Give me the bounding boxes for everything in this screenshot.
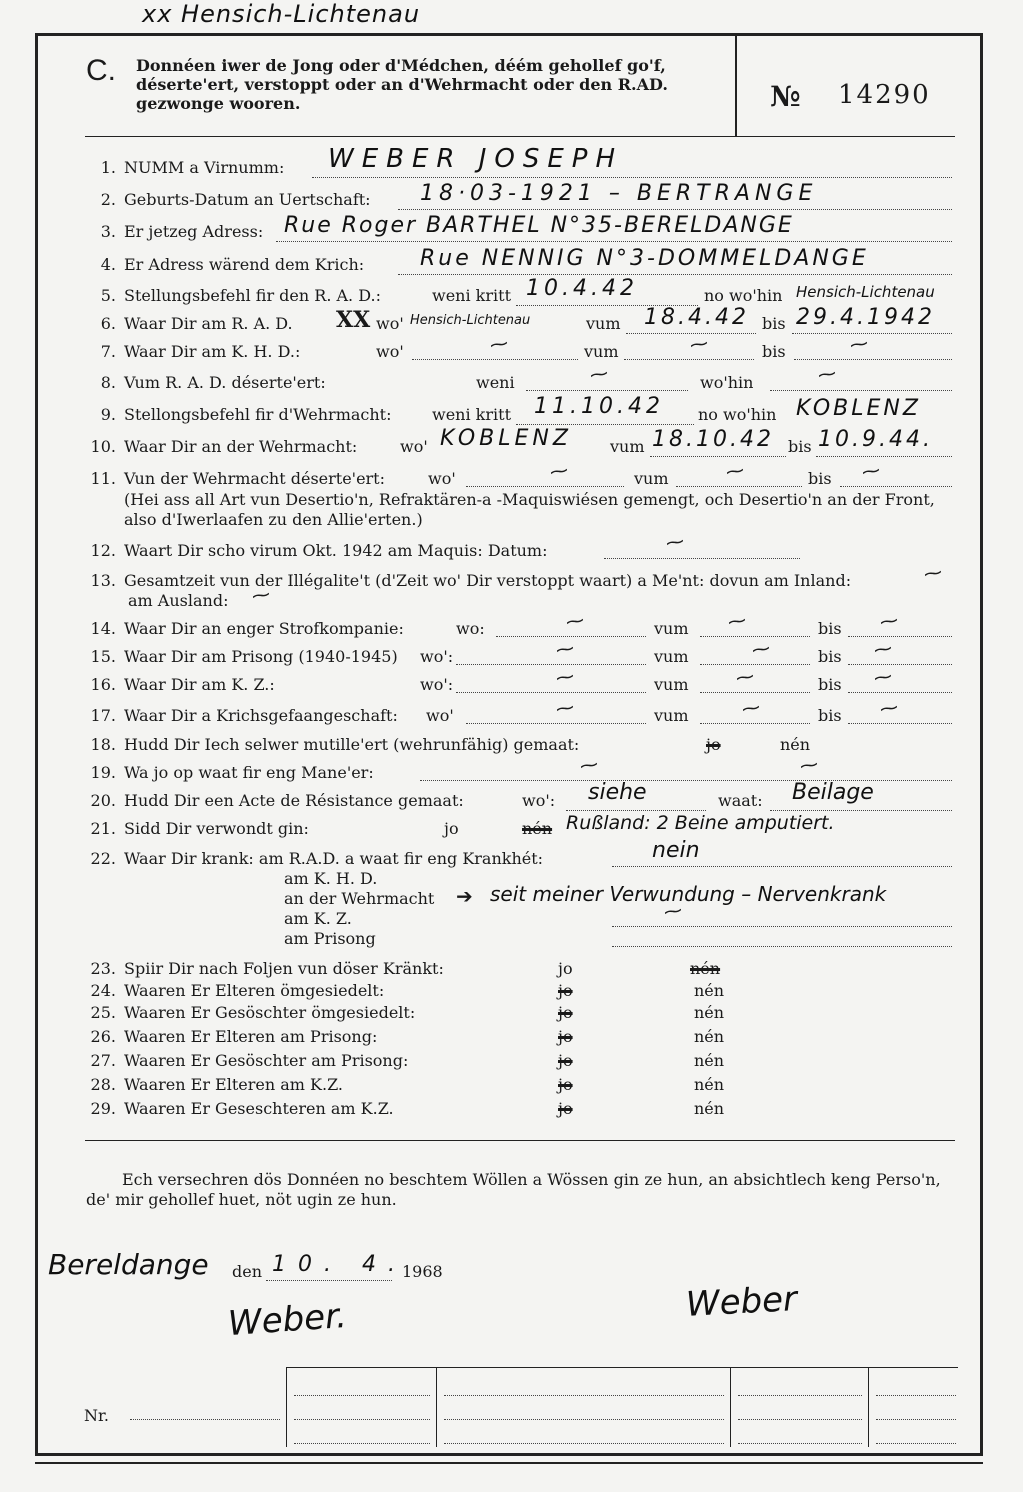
table-top — [286, 1367, 958, 1368]
field-number: 8. — [100, 373, 116, 392]
field-label: Vun der Wehrmacht déserte'ert: — [124, 469, 385, 488]
section-title: Donnéen iwer de Jong oder d'Médchen, déém gehollef go'f, déserte'ert, verstoppt oder an d'Wehrmacht oder den R.AD. gezwonge wooren. — [136, 56, 668, 113]
field-label: Geburts-Datum an Uertschaft: — [124, 190, 371, 209]
fill-line — [816, 456, 952, 457]
field-label: Hudd Dir Iech selwer mutille'ert (wehrunfähig) gemaat: — [124, 735, 580, 754]
vum-label: vum — [634, 469, 669, 488]
field-number: 25. — [90, 1003, 116, 1022]
field-label: Spiir Dir nach Foljen vun döser Kränkt: — [124, 959, 444, 978]
dash-mark: ⁓ — [664, 530, 686, 555]
dash-mark: ⁓ — [872, 665, 894, 690]
table-col — [868, 1367, 869, 1447]
field-label: Waar Dir an enger Strofkompanie: — [124, 619, 404, 638]
fill-line — [876, 1443, 956, 1444]
field-number: 22. — [90, 849, 116, 868]
fill-line — [770, 390, 952, 391]
field-label: Er Adress wärend dem Krich: — [124, 255, 365, 274]
fill-line — [738, 1443, 862, 1444]
fill-line — [456, 692, 646, 693]
field-label: Sidd Dir verwondt gin: — [124, 819, 309, 838]
field-number: 6. — [100, 314, 116, 333]
field-number: 4. — [100, 255, 116, 274]
fill-line — [516, 424, 694, 425]
field-label: Waar Dir am R. A. D. — [124, 314, 293, 333]
field-number: 10. — [90, 437, 116, 456]
fill-line — [700, 723, 810, 724]
vum-label: vum — [654, 675, 689, 694]
fill-line — [794, 359, 952, 360]
field-number: 24. — [90, 981, 116, 1000]
field-number: 12. — [90, 541, 116, 560]
fill-line — [444, 1395, 724, 1396]
field-label: Gesamtzeit vun der Illégalite't (d'Zeit wo' Dir verstoppt waart) a Me'nt: dovun am Inland: — [124, 571, 852, 590]
field-label: Er jetzeg Adress: — [124, 222, 264, 241]
dash-mark: ⁓ — [816, 362, 838, 387]
field-number: 13. — [90, 571, 116, 590]
bis-label: bis — [818, 647, 842, 666]
declaration-text: Ech versechren dös Donnéen no beschtem Wöllen a Wössen gin ze hun, an absichtlech keng Perso'n, de' mir gehollef huet, nöt ugin ze hun. — [86, 1170, 941, 1209]
field-label: Stellongsbefehl fir d'Wehrmacht: — [124, 405, 392, 424]
siblings-resettled-nen[interactable]: nén — [694, 1003, 725, 1022]
vum-label: vum — [654, 647, 689, 666]
fill-line — [566, 810, 706, 811]
field-label: Waar Dir am K. Z.: — [124, 675, 275, 694]
sub-wehrmacht-label: an der Wehrmacht — [284, 889, 435, 908]
fill-line — [444, 1419, 724, 1420]
wehrmacht-place[interactable]: KOBLENZ — [440, 426, 572, 451]
vum-label: vum — [584, 342, 619, 361]
field-number: 11. — [90, 469, 116, 488]
dash-mark: ⁓ — [554, 696, 576, 721]
resistance-place[interactable]: siehe — [588, 780, 647, 805]
wehrmacht-order-place[interactable]: KOBLENZ — [796, 396, 921, 421]
wo-label: wo': — [522, 791, 556, 810]
field-number: 3. — [100, 222, 116, 241]
field-label: Waaren Er Elteren ömgesiedelt: — [124, 981, 385, 1000]
bis-label: bis — [818, 675, 842, 694]
arrow-icon: ➔ — [456, 884, 473, 908]
fill-line — [266, 1280, 392, 1281]
wo-label: wo': — [420, 647, 454, 666]
dash-mark: ⁓ — [878, 609, 900, 634]
self-mutilation-jo[interactable]: jo — [706, 735, 721, 754]
dash-mark: ⁓ — [588, 362, 610, 387]
field-number: 17. — [90, 706, 116, 725]
fill-line — [848, 692, 952, 693]
fill-line — [650, 456, 786, 457]
dash-mark: ⁓ — [878, 696, 900, 721]
signature-left: Weber. — [226, 1295, 348, 1345]
field-number: 26. — [90, 1027, 116, 1046]
rad-place[interactable]: Hensich-Lichtenau — [410, 313, 531, 328]
xx-marker: XX — [336, 307, 371, 333]
separator — [85, 1140, 955, 1141]
signature-right: Weber — [685, 1279, 798, 1325]
weni-label: weni kritt — [432, 286, 511, 305]
field-label: Waaren Er Elteren am K.Z. — [124, 1075, 344, 1094]
field-number: 14. — [90, 619, 116, 638]
table-col — [730, 1367, 731, 1447]
table-col — [286, 1367, 287, 1447]
field-label: Waar Dir am K. H. D.: — [124, 342, 301, 361]
fill-line — [466, 486, 624, 487]
field-number: 20. — [90, 791, 116, 810]
den-label: den — [232, 1262, 263, 1281]
field-label: Waar Dir krank: am R.A.D. a waat fir eng Krankhét: — [124, 849, 544, 868]
field-number: 18. — [90, 735, 116, 754]
bottom-table — [68, 1367, 958, 1447]
number-sign: № — [770, 80, 801, 113]
current-address-value[interactable]: Rue Roger BARTHEL N°35-BERELDANGE — [284, 213, 794, 238]
fill-line — [526, 390, 688, 391]
fill-line — [770, 810, 952, 811]
fill-line — [294, 1395, 430, 1396]
dash-mark: ⁓ — [250, 583, 272, 608]
dash-mark: ⁓ — [872, 637, 894, 662]
field-label: Vum R. A. D. déserte'ert: — [124, 373, 326, 392]
weni-label: weni — [476, 373, 515, 392]
wo-label: wo: — [456, 619, 485, 638]
dash-mark: ⁓ — [848, 332, 870, 357]
fill-line — [738, 1395, 862, 1396]
consequences-jo[interactable]: jo — [558, 959, 573, 978]
fill-line — [700, 692, 810, 693]
field-number: 29. — [90, 1099, 116, 1118]
fill-line — [398, 209, 952, 210]
top-handwritten-note: xx Hensich-Lichtenau — [142, 0, 421, 28]
field-label: Wa jo op waat fir eng Mane'er: — [124, 763, 374, 782]
siblings-kz-nen[interactable]: nén — [694, 1099, 725, 1118]
wehrmacht-order-date[interactable]: 11.10.42 — [534, 394, 664, 419]
sickness-rad-value[interactable]: nein — [652, 838, 700, 863]
field-label: Waaren Er Gesöschter am Prisong: — [124, 1051, 409, 1070]
sub-khd-label: am K. H. D. — [284, 869, 378, 888]
field-label: NUMM a Virnumm: — [124, 158, 285, 177]
fill-line — [294, 1419, 430, 1420]
fill-line — [412, 359, 578, 360]
resistance-what[interactable]: Beilage — [792, 780, 874, 805]
rad-order-date[interactable]: 10.4.42 — [526, 276, 638, 301]
year-value: 1968 — [402, 1262, 443, 1281]
sub-kz-label: am K. Z. — [284, 909, 352, 928]
wo-label: wo' — [376, 314, 404, 333]
field-number: 27. — [90, 1051, 116, 1070]
bottom-rule — [35, 1462, 983, 1464]
parents-prison-jo[interactable]: jo — [558, 1027, 573, 1046]
fill-line — [700, 664, 810, 665]
section-letter: C. — [86, 54, 116, 87]
field-label: Waart Dir scho virum Okt. 1942 am Maquis: Datum: — [124, 541, 548, 560]
field-label: Waar Dir am Prisong (1940-1945) — [124, 647, 398, 666]
fill-line — [612, 946, 952, 947]
fill-line — [676, 486, 802, 487]
bis-label: bis — [762, 342, 786, 361]
field-label: Stellungsbefehl fir den R. A. D.: — [124, 286, 381, 305]
field-number: 7. — [100, 342, 116, 361]
vum-label: vum — [610, 437, 645, 456]
wo-label: wo' — [400, 437, 428, 456]
bis-label: bis — [818, 706, 842, 725]
rad-from[interactable]: 18.4.42 — [644, 305, 749, 330]
waat-label: waat: — [718, 791, 763, 810]
dash-mark: ⁓ — [798, 753, 820, 778]
dash-mark: ⁓ — [564, 609, 586, 634]
siblings-resettled-jo[interactable]: jo — [558, 1003, 573, 1022]
field-number: 5. — [100, 286, 116, 305]
field-number: 2. — [100, 190, 116, 209]
dash-mark: ⁓ — [740, 696, 762, 721]
table-col — [436, 1367, 437, 1447]
fill-line — [876, 1419, 956, 1420]
consequences-nen[interactable]: nén — [690, 959, 721, 978]
parents-kz-nen[interactable]: nén — [694, 1075, 725, 1094]
field-number: 9. — [100, 405, 116, 424]
siblings-prison-nen[interactable]: nén — [694, 1051, 725, 1070]
fill-line — [700, 636, 810, 637]
parents-resettled-nen[interactable]: nén — [694, 981, 725, 1000]
dash-mark: ⁓ — [860, 459, 882, 484]
fill-line — [276, 241, 952, 242]
wo-label: wo' — [426, 706, 454, 725]
parents-resettled-jo[interactable]: jo — [558, 981, 573, 1000]
fill-line — [848, 636, 952, 637]
field-number: 16. — [90, 675, 116, 694]
fill-line — [130, 1419, 280, 1420]
wounded-nen[interactable]: nén — [522, 819, 553, 838]
sub-prisong-label: am Prisong — [284, 929, 376, 948]
siblings-kz-jo[interactable]: jo — [558, 1099, 573, 1118]
fill-line — [612, 926, 952, 927]
fill-line — [456, 664, 646, 665]
bis-label: bis — [762, 314, 786, 333]
wo-label: wo' — [428, 469, 456, 488]
wehrmacht-from[interactable]: 18.10.42 — [652, 427, 774, 452]
fill-line — [848, 723, 952, 724]
field-number: 15. — [90, 647, 116, 666]
rad-until[interactable]: 29.4.1942 — [796, 305, 935, 330]
nr-label: Nr. — [84, 1406, 109, 1425]
header-divider — [735, 36, 737, 136]
fill-line — [624, 359, 754, 360]
bis-label: bis — [788, 437, 812, 456]
header-rule — [85, 136, 955, 137]
field-label: Waar Dir a Krichsgefaangeschaft: — [124, 706, 398, 725]
field-label: Waaren Er Geseschteren am K.Z. — [124, 1099, 394, 1118]
dash-mark: ⁓ — [554, 665, 576, 690]
siblings-prison-jo[interactable]: jo — [558, 1051, 573, 1070]
parents-kz-jo[interactable]: jo — [558, 1075, 573, 1094]
place-value[interactable]: Bereldange — [48, 1248, 209, 1281]
date-value[interactable]: 10. 4. — [272, 1252, 407, 1277]
field-13-abroad-label: am Ausland: — [128, 591, 229, 610]
vum-label: vum — [654, 706, 689, 725]
fill-line — [312, 177, 952, 178]
field-number: 19. — [90, 763, 116, 782]
dash-mark: ⁓ — [688, 332, 710, 357]
wounded-value[interactable]: Rußland: 2 Beine amputiert. — [566, 812, 835, 834]
fill-line — [738, 1419, 862, 1420]
dash-mark: ⁓ — [734, 665, 756, 690]
field-11-note: (Hei ass all Art vun Desertio'n, Refraktären-a -Maquiswiésen gemengt, och Desertio'n an der Front, also d'Iwerlaafen zu den Allie'erten.) — [124, 490, 935, 529]
form-number: 14290 — [838, 80, 931, 110]
dash-mark: ⁓ — [578, 753, 600, 778]
fill-line — [444, 1443, 724, 1444]
fill-line — [604, 558, 800, 559]
wehrmacht-until[interactable]: 10.9.44. — [818, 427, 933, 452]
fill-line — [466, 723, 646, 724]
dash-mark: ⁓ — [554, 637, 576, 662]
vum-label: vum — [586, 314, 621, 333]
dash-mark: ⁓ — [488, 332, 510, 357]
fill-line — [612, 866, 952, 867]
fill-line — [398, 274, 952, 275]
dash-mark: ⁓ — [922, 561, 944, 586]
fill-line — [294, 1443, 430, 1444]
wounded-jo[interactable]: jo — [444, 819, 459, 838]
field-label: Waaren Er Gesöschter ömgesiedelt: — [124, 1003, 416, 1022]
field-label: Waaren Er Elteren am Prisong: — [124, 1027, 378, 1046]
field-number: 23. — [90, 959, 116, 978]
war-address-value[interactable]: Rue NENNIG N°3-DOMMELDANGE — [420, 246, 869, 271]
sickness-wehrmacht-value[interactable]: seit meiner Verwundung – Nervenkrank — [490, 882, 887, 906]
fill-line — [496, 636, 646, 637]
weni-label: weni kritt — [432, 405, 511, 424]
wohin-label: wo'hin — [700, 373, 754, 392]
field-label: Waar Dir an der Wehrmacht: — [124, 437, 358, 456]
dash-mark: ⁓ — [662, 899, 684, 924]
wohin-label: no wo'hin — [698, 405, 777, 424]
fill-line — [848, 664, 952, 665]
dash-mark: ⁓ — [750, 637, 772, 662]
bis-label: bis — [808, 469, 832, 488]
vum-label: vum — [654, 619, 689, 638]
wo-label: wo' — [376, 342, 404, 361]
field-number: 28. — [90, 1075, 116, 1094]
fill-line — [840, 486, 952, 487]
fill-line — [792, 333, 952, 334]
parents-prison-nen[interactable]: nén — [694, 1027, 725, 1046]
self-mutilation-nen[interactable]: nén — [780, 735, 811, 754]
birth-value[interactable]: 18·03-1921 – BERTRANGE — [420, 181, 818, 206]
dash-mark: ⁓ — [726, 609, 748, 634]
field-number: 1. — [100, 158, 116, 177]
bis-label: bis — [818, 619, 842, 638]
fill-line — [876, 1395, 956, 1396]
dash-mark: ⁓ — [548, 459, 570, 484]
fill-line — [626, 333, 756, 334]
wohin-label: no wo'hin — [704, 286, 783, 305]
dash-mark: ⁓ — [724, 459, 746, 484]
rad-order-place[interactable]: Hensich-Lichtenau — [796, 283, 935, 301]
name-value[interactable]: WEBER JOSEPH — [328, 144, 624, 174]
field-number: 21. — [90, 819, 116, 838]
wo-label: wo': — [420, 675, 454, 694]
field-label: Hudd Dir een Acte de Résistance gemaat: — [124, 791, 464, 810]
